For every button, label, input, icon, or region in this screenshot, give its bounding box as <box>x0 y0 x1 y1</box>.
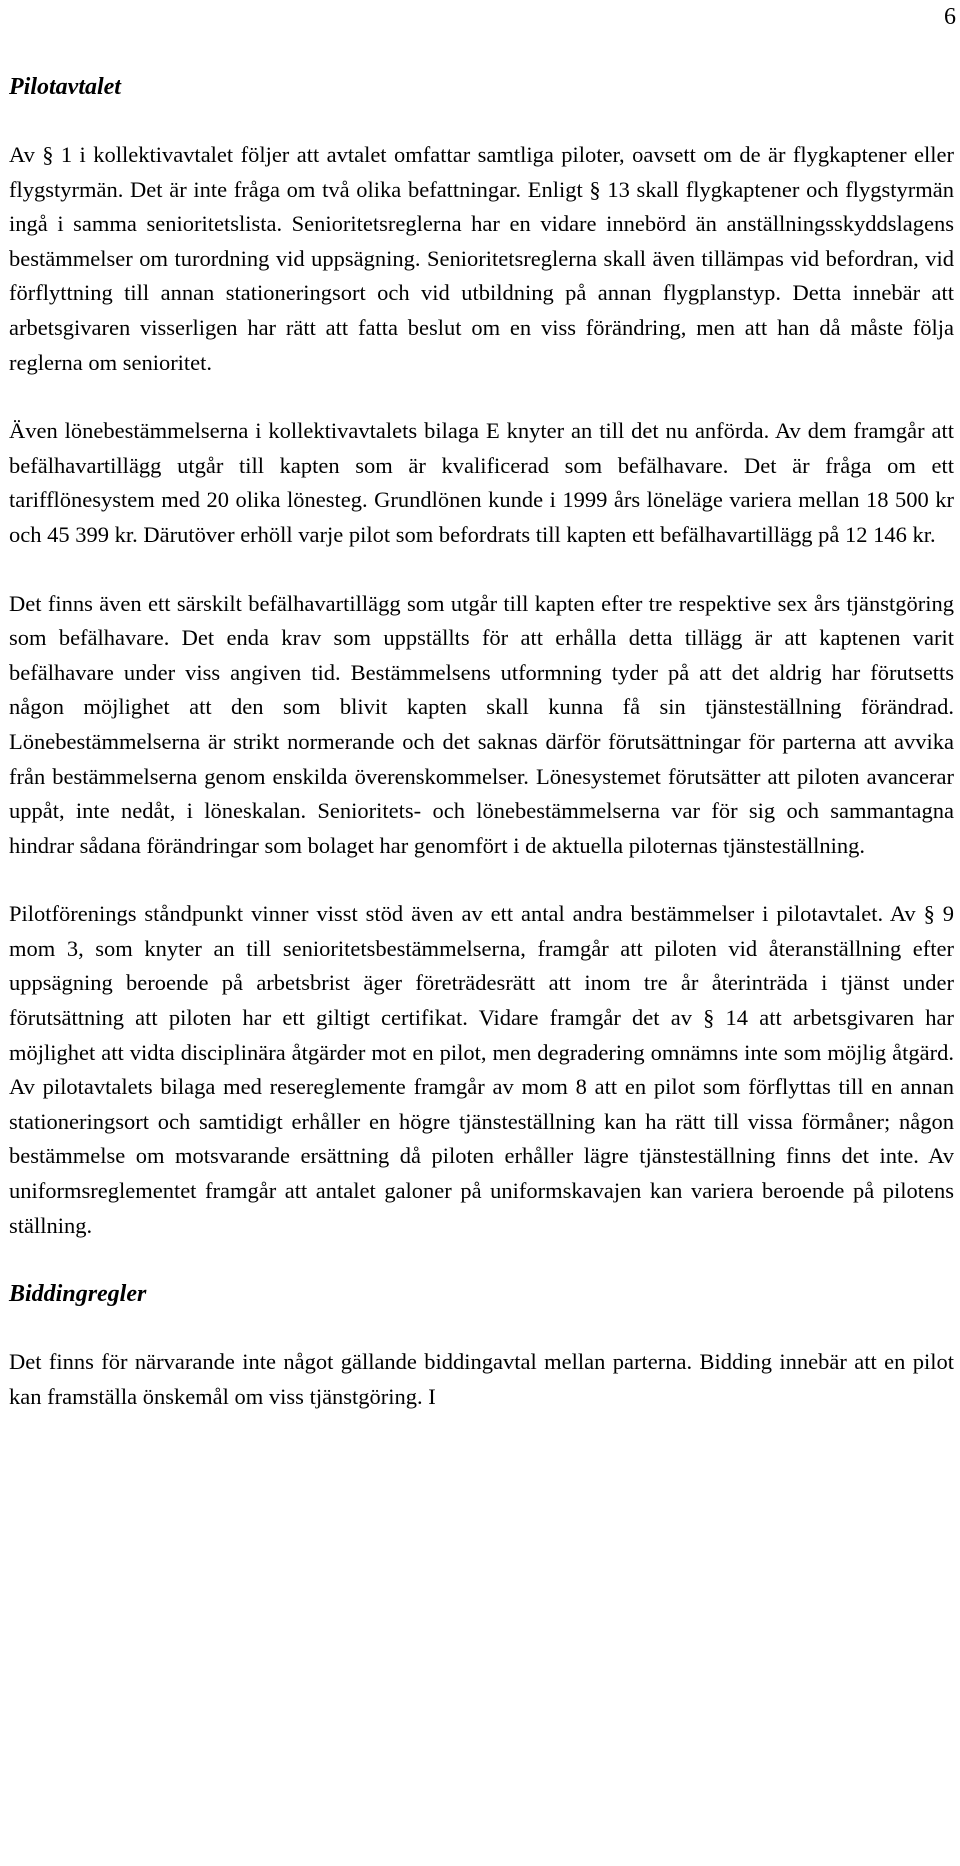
paragraph: Även lönebestämmelserna i kollektivavtalets bilaga E knyter an till det nu anförda. Av dem framgår att befälhavartillägg utgår till kapten som är kvalificerad som befälhavare. Det är fråga om ett tarifflönesystem med 20 olika lönesteg. Grundlönen kunde i 1999 års löneläge variera mellan 18 500 kr och 45 399 kr. Därutöver erhöll varje pilot som befordrats till kapten ett befälhavartillägg på 12 146 kr. <box>9 418 954 547</box>
paragraph: Av § 1 i kollektivavtalet följer att avtalet omfattar samtliga piloter, oavsett om de är flygkaptener eller flygstyrmän. Det är inte fråga om två olika befattningar. Enligt § 13 skall flygkaptener och flygstyrmän ingå i samma senioritetslista. Senioritetsreglerna har en vidare innebörd än anställningsskyddslagens bestämmelser om turordning vid uppsägning. Senioritetsreglerna skall även tillämpas vid befordran, vid förflyttning till annan stationeringsort och vid utbildning på annan flygplanstyp. Detta innebär att arbetsgivaren visserligen har rätt att fatta beslut om en viss förändring, men att han då måste följa reglerna om senioritet. <box>9 142 954 375</box>
page-number: 6 <box>944 4 956 30</box>
document-body <box>9 70 954 1414</box>
paragraph: Pilotförenings ståndpunkt vinner visst stöd även av ett antal andra bestämmelser i pilotavtalet. Av § 9 mom 3, som knyter an till senioritetsbestämmelserna, framgår att piloten vid återanställning efter uppsägning beroende på arbetsbrist äger företrädesrätt att inom tre år återinträda i tjänst under förutsättning att piloten har ett giltigt certifikat. Vidare framgår det av § 14 att arbetsgivaren har möjlighet att vidta disciplinära åtgärder mot en pilot, men degradering omnämns inte som möjlig åtgärd. Av pilotavtalets bilaga med resereglemente framgår av mom 8 att en pilot som förflyttas till en annan stationeringsort och samtidigt erhåller en högre tjänsteställning kan ha rätt till vissa förmåner; någon bestämmelse om motsvarande ersättning då piloten erhåller lägre tjänsteställning finns det inte. Av uniformsreglementet framgår att antalet galoner på uniformskavajen kan variera beroende på pilotens ställning. <box>9 901 954 1238</box>
paragraph: Det finns även ett särskilt befälhavartillägg som utgår till kapten efter tre respektive sex års tjänstgöring som befälhavare. Det enda krav som uppställts för att erhålla detta tillägg är att kaptenen varit befälhavare under viss angiven tid. Bestämmelsens utformning tyder på att det aldrig har förutsetts någon möjlighet att den som blivit kapten skall kunna få sin tjänsteställning förändrad. Lönebestämmelserna är strikt normerande och det saknas därför förutsättningar för parterna att avvika från bestämmelserna genom enskilda överenskommelser. Lönesystemet förutsätter att piloten avancerar uppåt, inte nedåt, i löneskalan. Senioritets- och lönebestämmelserna var för sig och sammantagna hindrar sådana förändringar som bolaget har genomfört i de aktuella piloternas tjänsteställning. <box>9 590 954 858</box>
paragraph: Det finns för närvarande inte något gällande biddingavtal mellan parterna. Bidding innebär att en pilot kan framställa önskemål om viss tjänstgöring. I <box>9 1349 954 1409</box>
section-biddingregler <box>9 1277 954 1414</box>
section-heading: Pilotavtalet <box>9 74 121 100</box>
section-pilotavtalet <box>9 70 954 1243</box>
section-heading: Biddingregler <box>9 1281 147 1308</box>
